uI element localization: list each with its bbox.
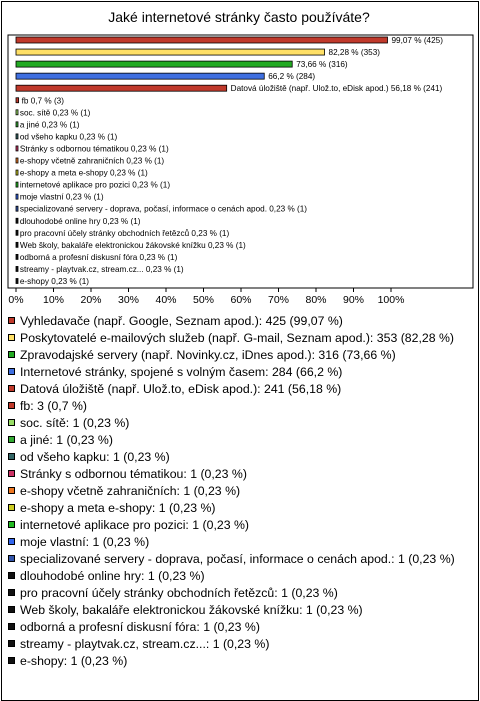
legend-label: dlouhodobé online hry: 1 (0,23 %) xyxy=(20,569,205,583)
bar xyxy=(16,110,18,115)
legend-swatch xyxy=(8,538,15,545)
legend-swatch xyxy=(8,555,15,562)
legend-label: a jiné: 1 (0,23 %) xyxy=(20,433,113,447)
bar-label: moje vlastní 0,23 % (1) xyxy=(19,192,104,202)
bar-label: dlouhodobé online hry 0,23 % (1) xyxy=(19,216,141,226)
bar-label: a jiné 0,23 % (1) xyxy=(19,120,80,130)
legend-swatch xyxy=(8,436,15,443)
legend-swatch xyxy=(8,487,15,494)
bar xyxy=(16,49,325,55)
legend-swatch xyxy=(8,657,15,664)
bar xyxy=(16,182,18,187)
bar xyxy=(16,254,18,259)
x-tick-label: 10% xyxy=(42,294,65,306)
bar xyxy=(16,218,18,223)
bar xyxy=(16,85,227,91)
legend-label: Poskytovatelé e-mailových služeb (např. G-mail, Seznam apod.): 353 (82,28 %) xyxy=(20,331,455,345)
legend-item xyxy=(8,416,470,431)
legend-swatch xyxy=(8,368,15,375)
x-tick-label: 100% xyxy=(377,294,405,306)
legend-label: pro pracovní účely stránky obchodních řetězců: 1 (0,23 %) xyxy=(20,586,338,600)
bar-label: specializované servery - doprava, počasí, informace o cenách apod. 0,23 % (1) xyxy=(19,204,308,214)
x-tick-label: 60% xyxy=(230,294,252,306)
legend-label: specializované servery - doprava, počasí, informace o cenách apod.: 1 (0,23 %) xyxy=(20,552,455,566)
legend-swatch xyxy=(8,504,15,511)
legend-swatch xyxy=(8,606,15,613)
legend-label: e-shopy včetně zahraničních: 1 (0,23 %) xyxy=(20,484,241,498)
bar xyxy=(16,170,18,175)
bar xyxy=(16,194,18,199)
bar-label: 99,07 % (425) xyxy=(391,36,443,45)
legend-item xyxy=(8,586,470,601)
bar xyxy=(16,146,18,151)
legend-swatch xyxy=(8,589,15,596)
x-tick-label: 50% xyxy=(192,294,215,306)
legend-swatch xyxy=(8,470,15,477)
legend-item xyxy=(8,535,470,550)
bar-label: e-shopy včetně zahraničních 0,23 % (1) xyxy=(19,156,165,166)
legend-label: Datová úložiště (např. Ulož.to, eDisk apod.): 241 (56,18 %) xyxy=(20,382,342,396)
legend-item xyxy=(8,484,470,499)
bar xyxy=(16,230,18,235)
legend-item xyxy=(8,399,470,414)
legend-label: od všeho kapku: 1 (0,23 %) xyxy=(20,450,170,464)
legend-label: internetové aplikace pro pozici: 1 (0,23 %) xyxy=(20,518,249,532)
bar-label: streamy - playtvak.cz, stream.cz... 0,23 % (1) xyxy=(19,264,184,274)
bar-label: Web školy, bakaláře elektronickou žákovské knížku 0,23 % (1) xyxy=(19,240,246,250)
bar xyxy=(16,158,18,163)
legend-swatch xyxy=(8,521,15,528)
bar-label: 82,28 % (353) xyxy=(328,48,380,58)
legend-label: Web školy, bakaláře elektronickou žákovské knížku: 1 (0,23 %) xyxy=(20,603,363,617)
legend-item xyxy=(8,501,470,516)
bar-label: internetové aplikace pro pozici 0,23 % (1) xyxy=(19,180,171,190)
legend-label: fb: 3 (0,7 %) xyxy=(20,399,87,413)
legend-swatch xyxy=(8,317,15,324)
bar-label: e-shopy 0,23 % (1) xyxy=(19,277,90,286)
bar xyxy=(16,242,18,247)
legend-swatch xyxy=(8,402,15,409)
bar-chart xyxy=(0,0,480,310)
legend-item xyxy=(8,654,470,669)
bar xyxy=(16,37,388,43)
bar-label: fb 0,7 % (3) xyxy=(21,96,64,106)
chart-legend xyxy=(8,314,470,671)
bar-label: 66,2 % (284) xyxy=(268,72,316,82)
legend-item xyxy=(8,467,470,482)
legend-label: e-shopy a meta e-shopy: 1 (0,23 %) xyxy=(20,501,216,515)
legend-swatch xyxy=(8,453,15,460)
bar-label: od všeho kapku 0,23 % (1) xyxy=(19,132,118,142)
legend-swatch xyxy=(8,419,15,426)
bar xyxy=(16,73,264,79)
bar-label: Datová úložiště (např. Ulož.to, eDisk apod.) 56,18 % (241) xyxy=(230,84,443,94)
legend-swatch xyxy=(8,351,15,358)
legend-swatch xyxy=(8,385,15,392)
x-tick-label: 80% xyxy=(305,294,327,306)
legend-item xyxy=(8,433,470,448)
legend-item xyxy=(8,552,470,567)
bar xyxy=(16,61,292,67)
x-tick-label: 20% xyxy=(80,294,102,306)
x-tick-label: 90% xyxy=(342,294,365,306)
legend-item xyxy=(8,620,470,635)
bar-label: pro pracovní účely stránky obchodních řetězců 0,23 % (1) xyxy=(19,228,230,238)
legend-item xyxy=(8,365,470,380)
legend-item xyxy=(8,518,470,533)
legend-item xyxy=(8,348,470,363)
legend-label: streamy - playtvak.cz, stream.cz...: 1 (0,23 %) xyxy=(20,637,270,651)
bar-label: odborná a profesní diskusní fóra 0,23 % (1) xyxy=(19,252,178,262)
legend-swatch xyxy=(8,334,15,341)
legend-swatch xyxy=(8,623,15,630)
legend-label: odborná a profesní diskusní fóra: 1 (0,23 %) xyxy=(20,620,260,634)
legend-item xyxy=(8,637,470,652)
legend-item xyxy=(8,314,470,329)
bar-label: 73,66 % (316) xyxy=(296,60,348,70)
x-tick-label: 40% xyxy=(155,294,177,306)
legend-label: soc. sítě: 1 (0,23 %) xyxy=(20,416,130,430)
bar xyxy=(16,122,18,127)
legend-item xyxy=(8,450,470,465)
legend-item xyxy=(8,382,470,397)
bar xyxy=(16,266,18,271)
bar-label: Stránky s odbornou tématikou 0,23 % (1) xyxy=(19,144,169,154)
legend-item xyxy=(8,331,470,346)
legend-item xyxy=(8,569,470,584)
bar xyxy=(16,98,19,103)
legend-label: Internetové stránky, spojené s volným časem: 284 (66,2 %) xyxy=(20,365,343,379)
x-tick-label: 30% xyxy=(117,294,140,306)
bar-label: e-shopy a meta e-shopy 0,23 % (1) xyxy=(19,168,148,178)
bar xyxy=(16,206,18,211)
legend-label: e-shopy: 1 (0,23 %) xyxy=(20,654,128,668)
legend-label: Zpravodajské servery (např. Novinky.cz, iDnes apod.): 316 (73,66 %) xyxy=(20,348,396,362)
legend-label: Stránky s odbornou tématikou: 1 (0,23 %) xyxy=(20,467,247,481)
x-tick-label: 70% xyxy=(267,294,290,306)
bar-label: soc. sítě 0,23 % (1) xyxy=(19,108,91,118)
bar xyxy=(16,279,18,284)
x-tick-label: 0% xyxy=(8,294,24,306)
legend-swatch xyxy=(8,640,15,647)
legend-label: Vyhledavače (např. Google, Seznam apod.): 425 (99,07 %) xyxy=(20,314,343,328)
legend-swatch xyxy=(8,572,15,579)
bar xyxy=(16,134,18,139)
legend-label: moje vlastní: 1 (0,23 %) xyxy=(20,535,150,549)
chart-title: Jaké internetové stránky často používáte? xyxy=(108,9,370,25)
legend-item xyxy=(8,603,470,618)
